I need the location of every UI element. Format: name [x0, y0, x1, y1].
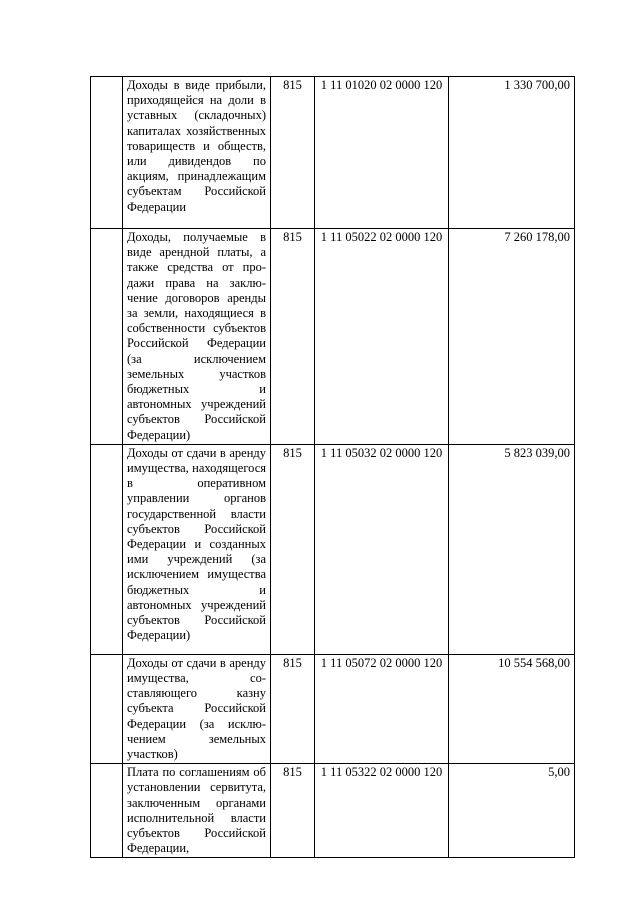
row-number-cell	[91, 444, 123, 654]
administrator-code: 815	[271, 77, 315, 229]
administrator-code: 815	[271, 654, 315, 763]
revenue-amount: 5 823 039,00	[449, 444, 575, 654]
budget-revenue-table	[90, 76, 575, 858]
row-number-cell	[91, 764, 123, 858]
row-number-cell	[91, 229, 123, 445]
budget-classification-code: 1 11 01020 02 0000 120	[315, 77, 449, 229]
revenue-amount: 1 330 700,00	[449, 77, 575, 229]
revenue-description: Доходы от сдачи в аренду имущества, составляющего казну субъекта Российской Федерации (за исключением земельных участков)	[123, 654, 271, 763]
table-row	[91, 444, 575, 654]
revenue-description: Доходы, получаемые в виде арендной платы, а также средства от продажи права на заключение договоров аренды за земли, находящиеся в собственности субъектов Российской Федерации (за исключением земельных участков бюджетных и автономных учреждений субъектов Российской Федерации)	[123, 229, 271, 445]
table-row	[91, 654, 575, 763]
revenue-description: Плата по соглашениям об установлении сервитута, заключенным органами исполнительной власти субъектов Российской Федерации,	[123, 764, 271, 858]
table-row	[91, 77, 575, 229]
budget-classification-code: 1 11 05022 02 0000 120	[315, 229, 449, 445]
table-row	[91, 764, 575, 858]
administrator-code: 815	[271, 764, 315, 858]
row-number-cell	[91, 77, 123, 229]
administrator-code: 815	[271, 444, 315, 654]
table-row	[91, 229, 575, 445]
budget-classification-code: 1 11 05072 02 0000 120	[315, 654, 449, 763]
budget-classification-code: 1 11 05322 02 0000 120	[315, 764, 449, 858]
revenue-amount: 7 260 178,00	[449, 229, 575, 445]
revenue-amount: 5,00	[449, 764, 575, 858]
row-number-cell	[91, 654, 123, 763]
administrator-code: 815	[271, 229, 315, 445]
budget-revenue-table-wrapper	[90, 76, 574, 858]
budget-classification-code: 1 11 05032 02 0000 120	[315, 444, 449, 654]
revenue-description: Доходы от сдачи в аренду имущества, находящегося в оперативном управлении органов государственной власти субъектов Российской Федерации и созданных ими учреждений (за исключением имущества бюджетных и автономных учреждений субъектов Российской Федерации)	[123, 444, 271, 654]
revenue-description: Доходы в виде прибыли, приходящейся на доли в уставных (складочных) капиталах хозяйственных товариществ и обществ, или дивидендов по акциям, принадлежащим субъектам Российской Федерации	[123, 77, 271, 229]
revenue-amount: 10 554 568,00	[449, 654, 575, 763]
